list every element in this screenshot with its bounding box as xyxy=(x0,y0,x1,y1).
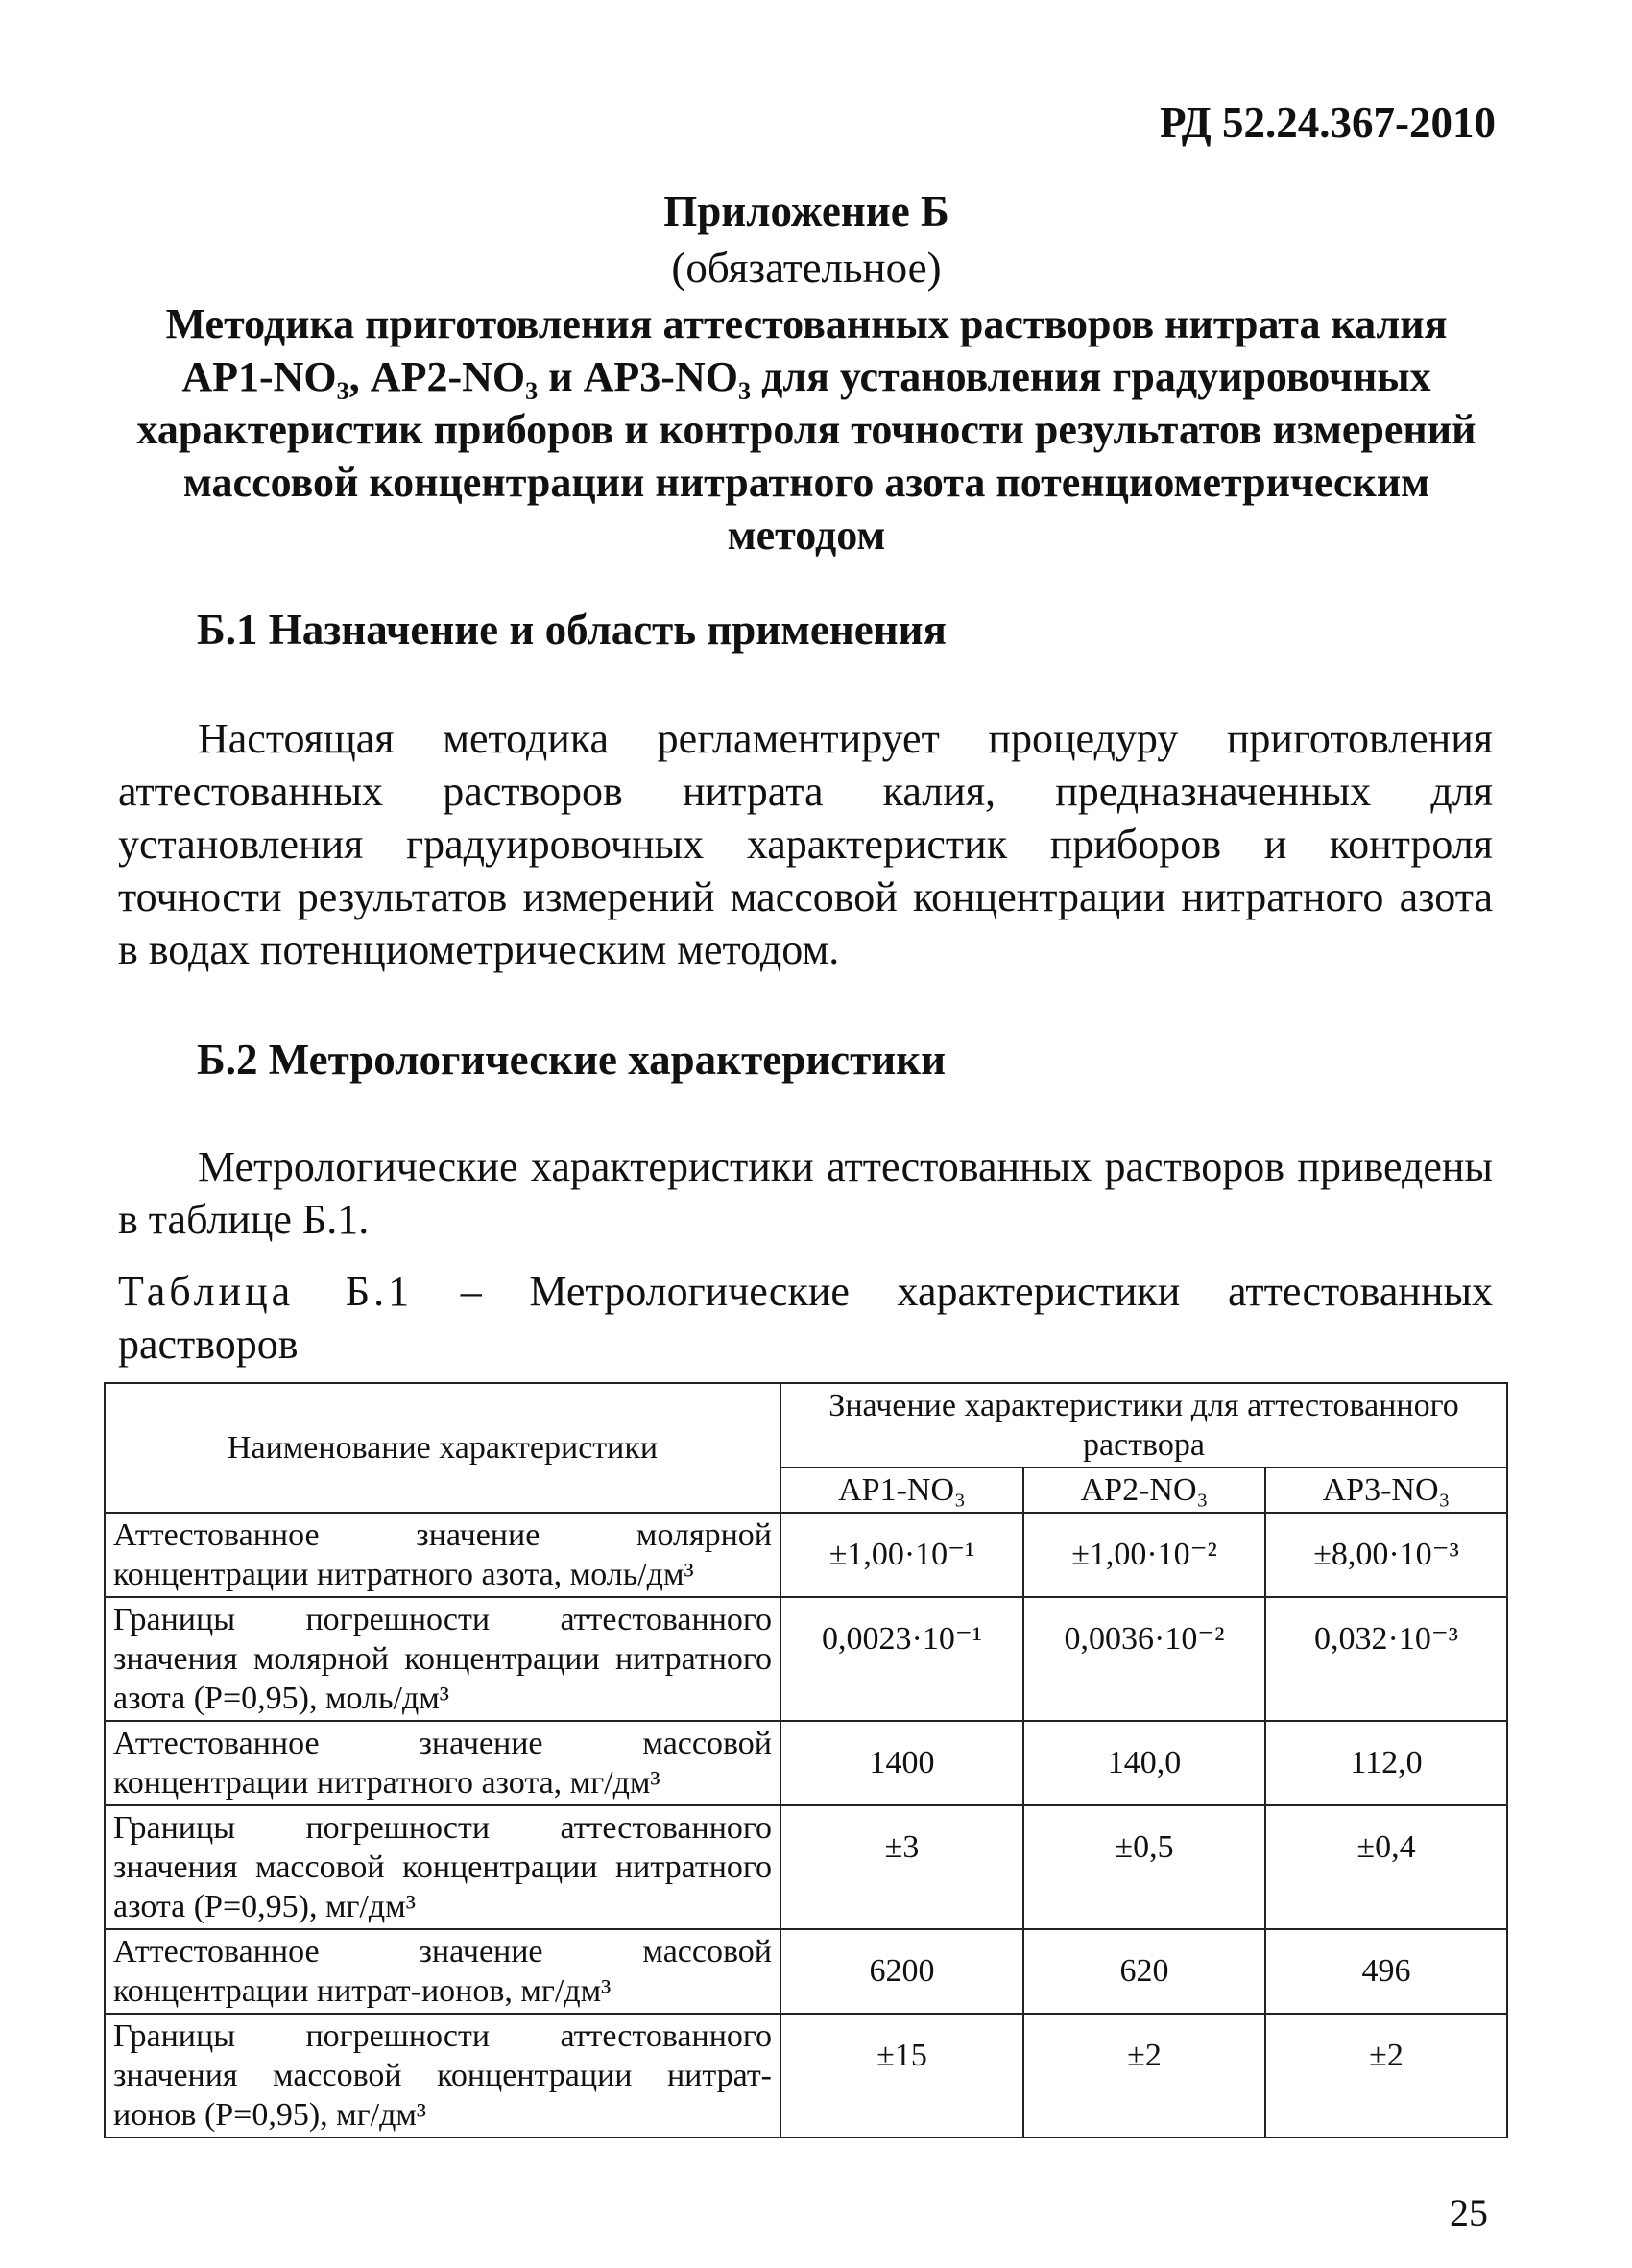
row-value: ±8,00·10⁻³ xyxy=(1265,1513,1507,1597)
row-name: Границы погрешности аттестованного значения массовой концентрации нитрат-ионов (Р=0,95), мг/дм³ xyxy=(105,2014,780,2137)
row-value: ±0,5 xyxy=(1023,1805,1265,1929)
header-column-ar1: АР1-NO₃ xyxy=(780,1468,1023,1513)
row-name: Границы погрешности аттестованного значения массовой концентрации нитратного азота (Р=0,95), мг/дм³ xyxy=(105,1805,780,1929)
table-row xyxy=(105,1929,1507,2014)
row-value: 0,0036·10⁻² xyxy=(1023,1597,1265,1721)
page-number: 25 xyxy=(1450,2191,1488,2234)
section-2-title: Б.2 Метрологические характеристики xyxy=(197,1036,947,1084)
table-row xyxy=(105,1513,1507,1597)
row-name: Аттестованное значение молярной концентрации нитратного азота, моль/дм³ xyxy=(105,1513,780,1597)
section-1-paragraph: Настоящая методика регламентирует процедуру приготовления аттестованных растворов нитрата калия, предназначенных для установления градуировочных характеристик приборов и контроля точности результатов измерений массовой концентрации нитратного азота в водах потенциометрическим методом. xyxy=(118,715,1493,973)
header-column-ar2: АР2-NO₃ xyxy=(1023,1468,1265,1513)
appendix-status: (обязательное) xyxy=(671,244,942,292)
row-name: Аттестованное значение массовой концентрации нитратного азота, мг/дм³ xyxy=(105,1721,780,1805)
row-value: ±2 xyxy=(1023,2014,1265,2137)
row-value: 6200 xyxy=(780,1929,1023,2014)
row-value: 0,0023·10⁻¹ xyxy=(780,1597,1023,1721)
row-name: Аттестованное значение массовой концентрации нитрат-ионов, мг/дм³ xyxy=(105,1929,780,2014)
row-value: 112,0 xyxy=(1265,1721,1507,1805)
table-header-row xyxy=(105,1383,1507,1468)
row-value: 140,0 xyxy=(1023,1721,1265,1805)
table-row xyxy=(105,2014,1507,2137)
header-column-ar3: АР3-NO₃ xyxy=(1265,1468,1507,1513)
table-row xyxy=(105,1721,1507,1805)
appendix-heading: Методика приготовления аттестованных растворов нитрата калия АР1-NO₃, АР2-NO₃ и АР3-NO₃ для установления градуировочных характеристик приборов и контроля точности результатов измерений массовой концентрации нитратного азота потенциометрическим методом xyxy=(136,300,1476,559)
table-row xyxy=(105,1805,1507,1929)
table-caption xyxy=(118,1265,1493,1371)
row-value: 1400 xyxy=(780,1721,1023,1805)
section-1-title: Б.1 Назначение и область применения xyxy=(197,606,947,654)
row-value: 620 xyxy=(1023,1929,1265,2014)
table-caption-label: Таблица Б.1 xyxy=(118,1268,414,1315)
header-value-group: Значение характеристики для аттестованного раствора xyxy=(780,1383,1507,1468)
row-value: ±1,00·10⁻² xyxy=(1023,1513,1265,1597)
characteristics-table xyxy=(104,1382,1508,2138)
table-caption-text: – Метрологические характеристики аттестованных растворов xyxy=(118,1268,1494,1368)
section-2-paragraph: Метрологические характеристики аттестованных растворов приведены в таблице Б.1. xyxy=(118,1143,1493,1243)
document-code: РД 52.24.367-2010 xyxy=(1160,99,1496,147)
row-value: ±3 xyxy=(780,1805,1023,1929)
header-name: Наименование характеристики xyxy=(105,1383,780,1513)
row-value: 0,032·10⁻³ xyxy=(1265,1597,1507,1721)
row-value: 496 xyxy=(1265,1929,1507,2014)
row-value: ±15 xyxy=(780,2014,1023,2137)
row-value: ±2 xyxy=(1265,2014,1507,2137)
table-row xyxy=(105,1597,1507,1721)
row-value: ±0,4 xyxy=(1265,1805,1507,1929)
row-value: ±1,00·10⁻¹ xyxy=(780,1513,1023,1597)
row-name: Границы погрешности аттестованного значения молярной концентрации нитратного азота (Р=0,95), моль/дм³ xyxy=(105,1597,780,1721)
appendix-title: Приложение Б xyxy=(663,187,949,235)
appendix-header xyxy=(115,182,1498,561)
